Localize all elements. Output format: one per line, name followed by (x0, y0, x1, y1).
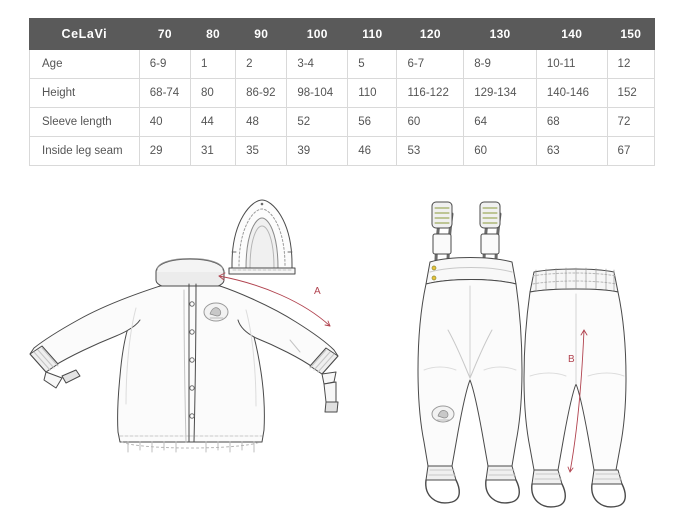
cell-height-120: 116-122 (397, 79, 464, 108)
cell-sleeve-110: 56 (348, 108, 397, 137)
cell-inseam-70: 29 (139, 137, 190, 166)
size-table (29, 18, 655, 166)
measure-label-a: A (314, 286, 321, 297)
table-header-size-120: 120 (397, 19, 464, 50)
leg-logo-badge (432, 406, 454, 422)
table-header-row (30, 19, 655, 50)
cell-sleeve-120: 60 (397, 108, 464, 137)
cell-inseam-90: 35 (236, 137, 287, 166)
cell-height-70: 68-74 (139, 79, 190, 108)
cell-inseam-110: 46 (348, 137, 397, 166)
illustration-area (0, 180, 684, 517)
cell-height-90: 86-92 (236, 79, 287, 108)
row-label-height: Height (30, 79, 140, 108)
size-table-head (30, 19, 655, 50)
table-header-size-130: 130 (464, 19, 537, 50)
cell-inseam-80: 31 (190, 137, 235, 166)
table-header-size-100: 100 (287, 19, 348, 50)
table-header-size-80: 80 (190, 19, 235, 50)
table-header-size-150: 150 (607, 19, 654, 50)
cell-age-110: 5 (348, 50, 397, 79)
cell-age-80: 1 (190, 50, 235, 79)
cell-age-70: 6-9 (139, 50, 190, 79)
cell-sleeve-140: 68 (536, 108, 607, 137)
row-label-inside-leg-seam: Inside leg seam (30, 137, 140, 166)
cell-height-80: 80 (190, 79, 235, 108)
size-table-body (30, 50, 655, 166)
cell-height-140: 140-146 (536, 79, 607, 108)
cell-sleeve-130: 64 (464, 108, 537, 137)
jacket-illustration (30, 259, 338, 453)
cell-age-120: 6-7 (397, 50, 464, 79)
cell-height-130: 129-134 (464, 79, 537, 108)
cell-inseam-130: 60 (464, 137, 537, 166)
cell-inseam-140: 63 (536, 137, 607, 166)
table-row (30, 137, 655, 166)
cell-inseam-120: 53 (397, 137, 464, 166)
cell-sleeve-100: 52 (287, 108, 348, 137)
table-row (30, 79, 655, 108)
rain-pants-illustration (418, 202, 626, 507)
table-header-size-140: 140 (536, 19, 607, 50)
hood-illustration (229, 200, 295, 274)
cell-age-150: 12 (607, 50, 654, 79)
cell-sleeve-70: 40 (139, 108, 190, 137)
cell-sleeve-90: 48 (236, 108, 287, 137)
size-table-container (29, 18, 655, 166)
cell-sleeve-80: 44 (190, 108, 235, 137)
table-row (30, 108, 655, 137)
cell-height-150: 152 (607, 79, 654, 108)
table-header-size-90: 90 (236, 19, 287, 50)
cell-age-100: 3-4 (287, 50, 348, 79)
table-row (30, 50, 655, 79)
cell-inseam-100: 39 (287, 137, 348, 166)
cell-age-130: 8-9 (464, 50, 537, 79)
cell-sleeve-150: 72 (607, 108, 654, 137)
cell-inseam-150: 67 (607, 137, 654, 166)
cell-height-110: 110 (348, 79, 397, 108)
brand-logo-badge (204, 303, 228, 321)
measure-label-b: B (568, 354, 575, 365)
table-header-size-70: 70 (139, 19, 190, 50)
cell-age-90: 2 (236, 50, 287, 79)
cell-height-100: 98-104 (287, 79, 348, 108)
cell-age-140: 10-11 (536, 50, 607, 79)
row-label-sleeve-length: Sleeve length (30, 108, 140, 137)
garment-illustrations (0, 180, 684, 517)
table-header-brand: CeLaVi (30, 19, 140, 50)
table-header-size-110: 110 (348, 19, 397, 50)
row-label-age: Age (30, 50, 140, 79)
